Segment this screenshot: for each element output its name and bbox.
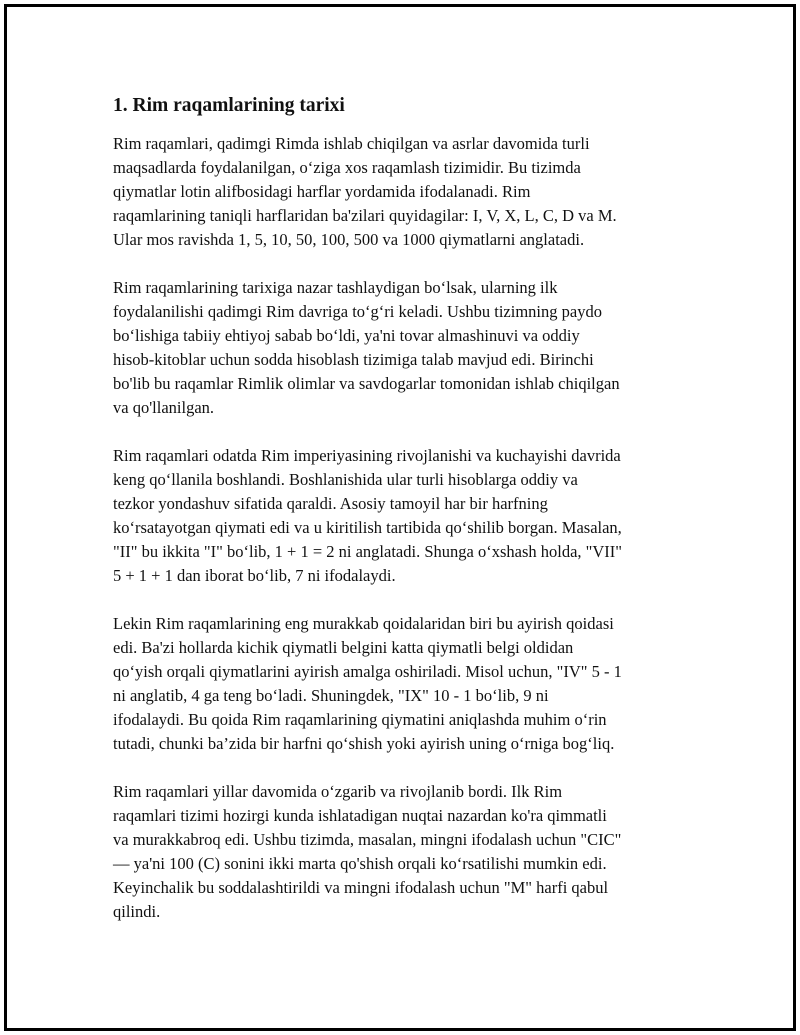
paragraph-5: Rim raqamlari yillar davomida o‘zgarib va rivojlanib bordi. Ilk Rim raqamlari tizimi hozirgi kunda ishlatadigan nuqtai nazardan ko'ra qimmatli va murakkabroq edi. Ushbu tizimda, masalan, mingni ifodalash uchun "CIC" — ya'ni 100 (C) sonini ikki marta qo'shish orqali ko‘rsatilishi mumkin edi. Keyinchalik bu soddalashtirildi va mingni ifodalash uchun "M" harfi qabul qilindi. xyxy=(113,782,622,921)
section-heading: 1. Rim raqamlarining tarixi xyxy=(113,95,345,116)
paragraph-3: Rim raqamlari odatda Rim imperiyasining rivojlanishi va kuchayishi davrida keng qo‘llanila boshlandi. Boshlanishida ular turli hisoblarga oddiy va tezkor yondashuv sifatida qaraldi. Asosiy tamoyil har bir harfning ko‘rsatayotgan qiymati edi va u kiritilish tartibida qo‘shilib borgan. Masalan, "II" bu ikkita "I" bo‘lib, 1 + 1 = 2 ni anglatadi. Shunga o‘xshash holda, "VII" 5 + 1 + 1 dan iborat bo‘lib, 7 ni ifodalaydi. xyxy=(113,446,623,585)
paragraph-4: Lekin Rim raqamlarining eng murakkab qoidalaridan biri bu ayirish qoidasi edi. Ba'zi hollarda kichik qiymatli belgini katta qiymatli belgi oldidan qo‘yish orqali qiymatlarini ayirish amalga oshiriladi. Misol uchun, "IV" 5 - 1 ni anglatib, 4 ga teng bo‘ladi. Shuningdek, "IX" 10 - 1 bo‘lib, 9 ni ifodalaydi. Bu qoida Rim raqamlarining qiymatini aniqlashda muhim o‘rin tutadi, chunki ba’zida bir harfni qo‘shish yoki ayirish uning o‘rniga bog‘liq. xyxy=(113,614,622,753)
paragraph-1: Rim raqamlari, qadimgi Rimda ishlab chiqilgan va asrlar davomida turli maqsadlarda foydalanilgan, o‘ziga xos raqamlash tizimidir. Bu tizimda qiymatlar lotin alifbosidagi harflar yordamida ifodalanadi. Rim raqamlarining taniqli harflaridan ba'zilari quyidagilar: I, V, X, L, C, D va M. Ular mos ravishda 1, 5, 10, 50, 100, 500 va 1000 qiymatlarni anglatadi. xyxy=(113,134,617,249)
document-body xyxy=(113,92,693,948)
paragraph-2: Rim raqamlarining tarixiga nazar tashlaydigan bo‘lsak, ularning ilk foydalanilishi qadimgi Rim davriga to‘g‘ri keladi. Ushbu tizimning paydo bo‘lishiga tabiiy ehtiyoj sabab bo‘ldi, ya'ni tovar almashinuvi va oddiy hisob-kitoblar uchun sodda hisoblash tizimiga talab mavjud edi. Birinchi bo'lib bu raqamlar Rimlik olimlar va savdogarlar tomonidan ishlab chiqilgan va qo'llanilgan. xyxy=(113,278,620,417)
